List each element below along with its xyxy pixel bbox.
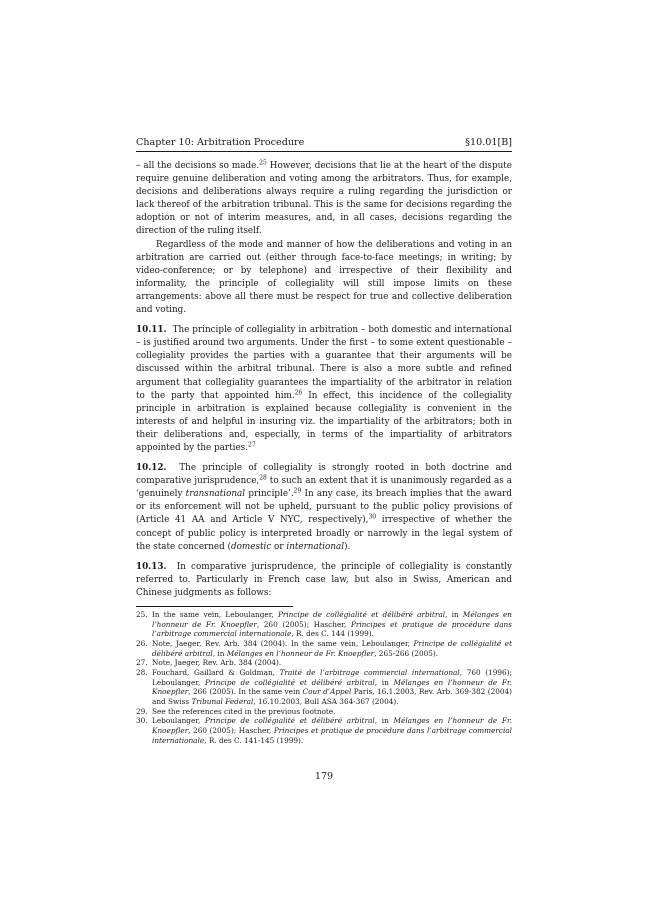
footnote-number: 29.: [136, 706, 148, 716]
paragraph-10-12: 10.12. The principle of collegiality is strongly rooted in both doctrine and comparative jurisprudence,$^{28}$ to such an extent that it is unanimously regarded as a ‘genuinely transnational principle’.$^{29}$ In any case, its breach implies that the award or its enforcement will not be upheld, pursuant to the public policy provisions of (Article 41 AA and Article V NYC, respectively),$^{30}$ irrespective of whether the concept of public policy is interpreted broadly or narrowly in the legal system of the state concerned (domestic or international).: [136, 463, 513, 552]
footnote: 28. Fouchard, Gaillard & Goldman, Traité de l’arbitrage commercial international, 760 (1996); Leboulanger, Principe de collégialité et délibéré arbitral, in Mélanges en l’honneur de Fr. Knoepfler, 266 (2005). In the same vein Cour d’Appel Paris, 16.1.2003, Rev. Arb. 369-382 (2004) and Swiss Tribunal Federal, 16.10.2003, Bull ASA 364-367 (2004).: [136, 668, 512, 706]
footnote-ref[interactable]: 30: [368, 513, 377, 521]
footnote: 26. Note, Jaeger, Rev. Arb. 384 (2004). In the same vein, Leboulanger, Principe de collégialité et délibéré arbitral, in Mélanges en l’honneur de Fr. Knoepfler, 265-266 (2005).: [136, 638, 513, 658]
footnote-number: 27.: [136, 658, 148, 668]
page-number: 179: [314, 771, 334, 782]
footnote: 25. In the same vein, Leboulanger, Principe de collégialité et délibéré arbitral, in Mélanges en l’honneur de Fr. Knoepfler, 260 (2005); Hascher, Principes et pratique de procédure dans l’arbitrage commercial internationale, R. des C. 144 (1999).: [136, 610, 512, 639]
paragraph-number: 10.13.: [136, 561, 167, 572]
footnote-ref[interactable]: 25: [259, 159, 267, 167]
section-ref: §10.01[B]: [465, 137, 512, 148]
footnote-number: 25.: [136, 610, 148, 619]
footnote: 27. Note, Jaeger, Rev. Arb. 384 (2004).: [136, 658, 282, 668]
footnote-divider: [136, 606, 293, 607]
footnote: 30. Leboulanger, Principe de collégialité et délibéré arbitral, in Mélanges en l’honneur de Fr. Knoepfler, 260 (2005); Hascher, Principes et pratique de procédure dans l’arbitrage commercial internationale, R. des C. 141-145 (1999).: [136, 716, 512, 745]
footnote-number: 28.: [136, 668, 148, 678]
running-header: [136, 137, 512, 152]
main-text: [136, 160, 512, 600]
footnote-number: 26.: [136, 638, 148, 648]
paragraph: – all the decisions so made.$^{25}$ However, decisions that lie at the heart of the dispute require genuine deliberation and voting among the arbitrators. Thus, for example, decisions and deliberations always require a ruling regarding the jurisdiction or lack thereof of the arbitration tribunal. This is the same for decisions regarding the adoption or not of interim measures, and, in all cases, decisions regarding the direction of the ruling itself.: [136, 159, 512, 237]
paragraph-10-13: 10.13. In comparative jurisprudence, the principle of collegiality is constantly referred to. Particularly in French case law, but also in Swiss, American and Chinese judgments as follows:: [136, 561, 512, 598]
paragraph: Regardless of the mode and manner of how the deliberations and voting in an arbitration are carried out (either through face-to-face meetings; in writing; by video-conference; or by telephone) and irrespective of their flexibility and informality, the principle of collegiality will still impose limits on these arrangements: above all there must be respect for true and collective deliberation and voting.: [136, 239, 512, 316]
paragraph-number: 10.11.: [136, 325, 167, 336]
paragraph-10-11: 10.11. The principle of collegiality in arbitration – both domestic and international – is justified around two arguments. Under the first – to some extent questionable – collegiality provides the parties with a guarantee that their arguments will be discussed within the arbitral tribunal. There is also a more subtle and refined argument that collegiality guarantees the impartiality of the arbitrator in relation to the party that appointed him.$^{26}$ In effect, this incidence of the collegiality principle in arbitration is explained because collegiality is convenient in the interests of and helpful in insuring viz. the impartiality of the arbitrators; both in their deliberations and, especially, in terms of the impartiality of arbitrators appointed by the parties.$^{27}$: [136, 325, 512, 453]
book-page: [136, 137, 513, 782]
chapter-title: Chapter 10: Arbitration Procedure: [136, 137, 305, 148]
paragraph-number: 10.12.: [136, 463, 167, 474]
footnotes: [136, 610, 512, 745]
footnote-number: 30.: [136, 716, 148, 726]
footnote-ref[interactable]: 26: [294, 389, 303, 397]
footnote-ref[interactable]: 27: [248, 441, 256, 449]
footnote-ref[interactable]: 29: [293, 487, 302, 495]
footnote-ref[interactable]: 28: [259, 474, 267, 482]
footnote: 29. See the references cited in the previous footnote.: [136, 706, 336, 716]
